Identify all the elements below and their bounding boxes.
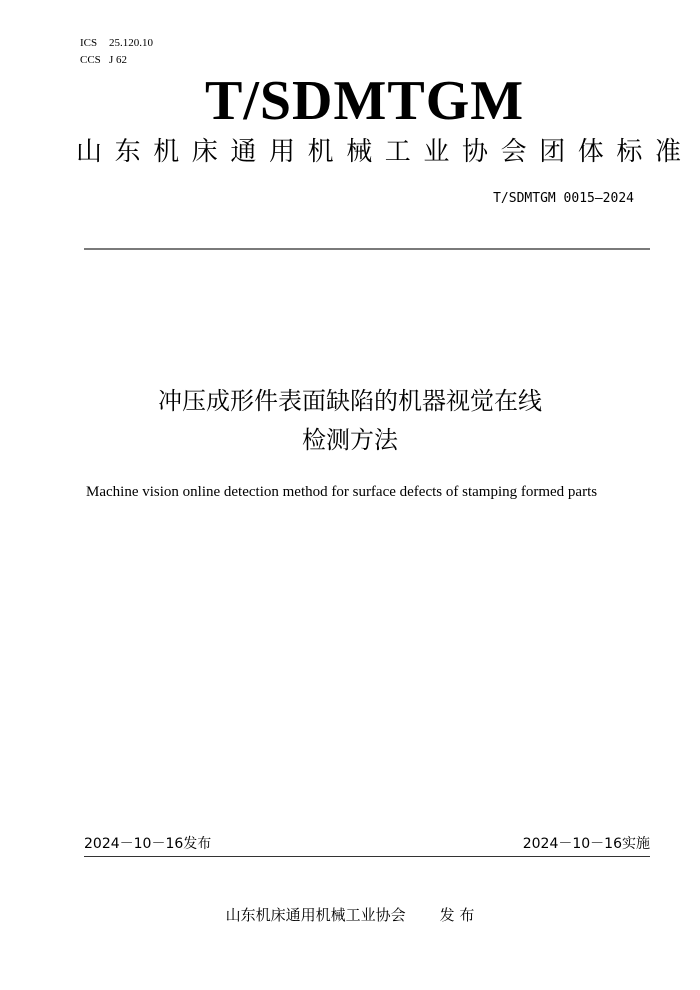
ccs-label: CCS [80, 54, 101, 66]
organization-name: 山东机床通用机械工业协会团体标准 [76, 137, 694, 167]
issue-date: 2024－10－16发布 [84, 836, 212, 852]
title-zh-line-2: 检测方法 [302, 426, 398, 454]
ics-classification [80, 36, 153, 50]
publisher-line [0, 904, 700, 926]
title-en: Machine vision online detection method for surface defects of stamping formed parts [86, 484, 598, 500]
publisher-name: 山东机床通用机械工业协会 [225, 906, 406, 924]
ics-code: 25.120.10 [109, 37, 153, 49]
publish-action: 发 布 [439, 906, 475, 924]
top-divider [84, 248, 650, 250]
ics-label: ICS [80, 37, 98, 49]
implementation-date: 2024－10－16实施 [522, 836, 650, 852]
title-zh-line-1: 冲压成形件表面缺陷的机器视觉在线 [158, 387, 542, 415]
bottom-divider [84, 856, 650, 857]
ccs-classification [80, 53, 127, 67]
organization-code: T/SDMTGM [205, 70, 525, 132]
standard-number: T/SDMTGM 0015—2024 [493, 191, 634, 206]
ccs-code: J 62 [109, 54, 128, 66]
